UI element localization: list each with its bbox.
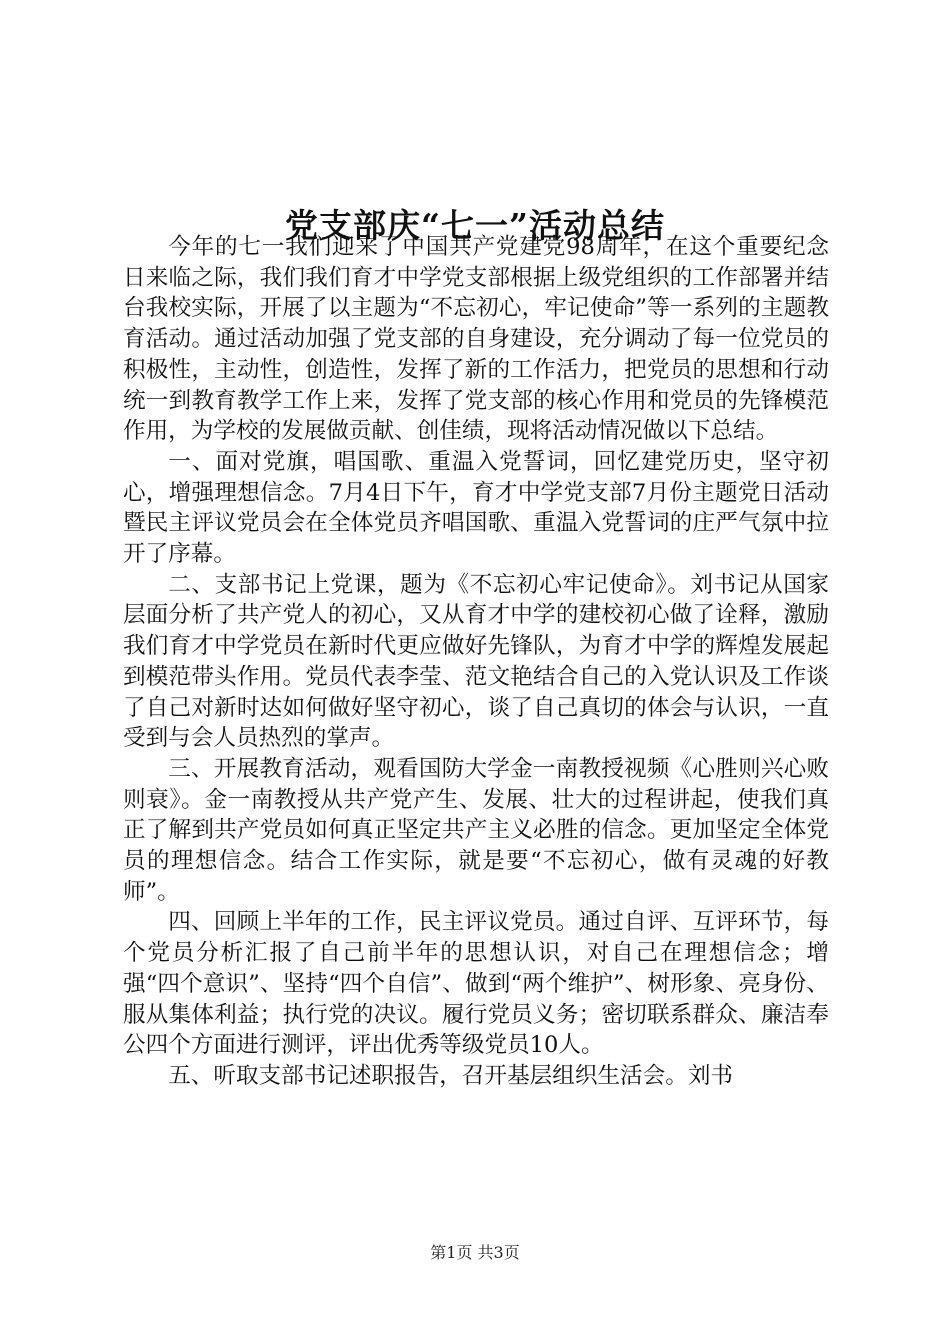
paragraph-section-3: 三、开展教育活动，观看国防大学金一南教授视频《心胜则兴心败则衰》。金一南教授从共产党产生、发展、壮大的过程讲起，使我们真正了解到共产党员如何真正坚定共产主义必胜的信念。更加坚定全体党员的理想信念。结合工作实际，就是要“不忘初心，做有灵魂的好教师”。 [123,755,829,905]
paragraph-intro: 今年的七一我们迎来了中国共产党建党98周年，在这个重要纪念日来临之际，我们我们育才中学党支部根据上级党组织的工作部署并结台我校实际，开展了以主题为“不忘初心，牢记使命”等一系列的主题教育活动。通过活动加强了党支部的自身建设，充分调动了每一位党员的积极性，主动性，创造性，发挥了新的工作活力，把党员的思想和行动统一到教育教学工作上来，发挥了党支部的核心作用和党员的先锋模范作用，为学校的发展做贡献、创佳绩，现将活动情况做以下总结。 [123,234,829,445]
document-title: 党支部庆“七一”活动总结 [285,206,665,246]
paragraph-section-5: 五、听取支部书记述职报告，召开基层组织生活会。刘书 [168,1062,734,1089]
paragraph-section-4: 四、回顾上半年的工作，民主评议党员。通过自评、互评环节，每个党员分析汇报了自己前半年的思想认识，对自己在理想信念；增强“四个意识”、坚持“四个自信”、做到“两个维护”、树形象、亮身份、服从集体利益；执行党的决议。履行党员义务；密切联系群众、廉洁奉公四个方面进行测评，评出优秀等级党员10人。 [123,909,829,1059]
paragraph-section-1: 一、面对党旗，唱国歌、重温入党誓词，回忆建党历史，坚守初心，增强理想信念。7月4日下午，育才中学党支部7月份主题党日活动暨民主评议党员会在全体党员齐唱国歌、重温入党誓词的庄严气氛中拉开了序幕。 [123,448,829,568]
document-body [123,232,829,1092]
paragraph-section-2: 二、支部书记上党课，题为《不忘初心牢记使命》。刘书记从国家层面分析了共产党人的初心，又从育才中学的建校初心做了诠释，激励我们育才中学党员在新时代更应做好先锋队，为育才中学的辉煌发展起到模范带头作用。党员代表李莹、范文艳结合自己的入党认识及工作谈了自己对新时达如何做好坚守初心，谈了自己真切的体会与认识，一直受到与会人员热烈的掌声。 [123,571,829,752]
page-number-footer: 第1页 共3页 [430,1243,520,1262]
